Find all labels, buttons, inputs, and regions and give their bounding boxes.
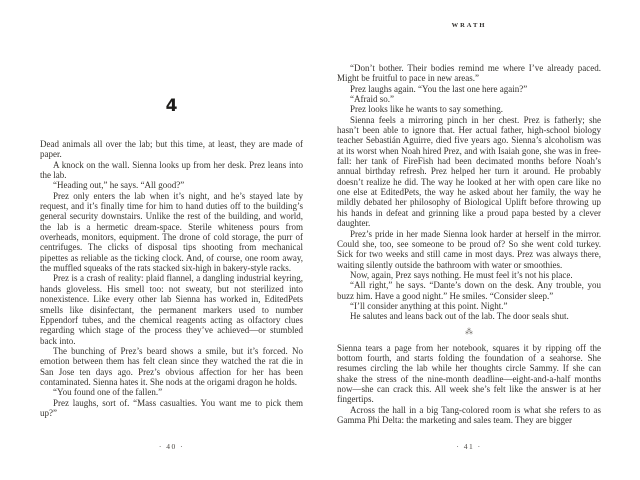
paragraph: Sienna tears a page from her notebook, squares it by ripping off the bottom fourth, and starts folding the foundation of a seahorse. She resumes circling the lab while her thoughts circle Sammy. If she can shake the stress of the nine-month deadline—eight-and-a-half months now—she can crack this. All week she’s felt like the answer is at her fingertips. xyxy=(337,342,601,405)
paragraph: “All right,” he says. “Dante’s down on the desk. Any trouble, you buzz him. Have a good night.” He smiles. “Consider sleep.” xyxy=(337,280,601,301)
chapter-number: 4 xyxy=(165,96,178,116)
paragraph: Prez only enters the lab when it’s night, and he’s stayed late by request, and it’s finally time for him to hand duties off to the building’s general security downstairs. Unlike the rest of the building, and world, the lab is a hermetic dream-space. Sterile whiteness pours from overheads, monitors, equipment. The drone of cold storage, the purr of centrifuges. The clicks of disposal tips shooting from mechanical pipettes as reliable as the ticking clock. And, of course, one room away, the muffled squeaks of the rats stacked six-high in bakery-style racks. xyxy=(40,190,303,274)
paragraph: “Afraid so.” xyxy=(350,94,394,105)
paragraph: Prez laughs again. “You the last one here again?” xyxy=(350,83,528,94)
paragraph: The bunching of Prez’s beard shows a smile, but it’s forced. No emotion between them has felt clean since they watched the rat die in San Jose ten days ago. Prez’s obvious affection for her has been contaminated. Sienna hates it. She nods at the origami dragon he holds. xyxy=(40,345,303,387)
paragraph: Dead animals all over the lab; but this time, at least, they are made of paper. xyxy=(40,139,303,160)
paragraph: He salutes and leans back out of the lab. The door seals shut. xyxy=(350,311,569,322)
left-page-text xyxy=(40,139,303,418)
paragraph: “Heading out,” he says. “All good?” xyxy=(53,180,185,191)
paragraph: Prez looks like he wants to say something. xyxy=(350,104,503,115)
paragraph: “Don’t bother. Their bodies remind me where I’ve already paced. Might be fruitful to pace in new areas.” xyxy=(337,63,601,84)
paragraph: Prez’s pride in her made Sienna look harder at herself in the mirror. Could she, too, see someone to be proud of? So she went cold turkey. Sick for two weeks and still came in most days. Prez was always there, waiting silently outside the bathroom with water or smoothies. xyxy=(337,228,601,270)
paragraph: Prez laughs, sort of. “Mass casualties. You want me to pick them up?” xyxy=(40,397,303,418)
paragraph: Prez is a crash of reality: plaid flannel, a dangling industrial keyring, hands gloveless. His smell too: not sweaty, but not sterilized into nonexistence. Like every other lab Sienna has worked in, EditedPets smells like disinfectant, the permanent markers used to number Eppendorf tubes, and the chemical reagents acting as olfactory clues regarding which stage of the process they’ve achieved—or stumbled back into. xyxy=(40,273,303,346)
page-number-left: · 40 · xyxy=(158,442,185,451)
page-right xyxy=(337,0,601,480)
running-header: WRATH xyxy=(451,22,487,29)
paragraph: “I’ll consider anything at this point. Night.” xyxy=(350,300,508,311)
page-number-right: · 41 · xyxy=(456,442,482,451)
paragraph: “You found one of the fallen.” xyxy=(53,387,163,398)
right-page-text xyxy=(337,63,601,425)
paragraph: Sienna feels a mirroring pinch in her chest. Prez is fatherly; she hasn’t been able to ignore that. Her actual father, high-school biology teacher Sebastián Aguirre, died five years ago. Sienna’s alcoholism was at its worst when Noah hired Prez, and with Isaiah gone, she was in free-fall: her tank of FireFish had been decimated months before Noah’s annual birthday refresh. Prez helped her turn it around. He probably doesn’t realize he did. The way he looked at her with open care like no one else at EditedPets, the way he asked about her family, the way he mildly debated her philosophy of Biological Uplift before throwing up his hands in defeat and grinning like a proud papa bested by a clever daughter. xyxy=(337,114,601,229)
section-break-ornament: ⁂ xyxy=(465,326,473,336)
paragraph: Now, again, Prez says nothing. He must feel it’s not his place. xyxy=(350,269,573,280)
paragraph: Across the hall in a big Tang-colored room is what she refers to as Gamma Phi Delta: the marketing and sales team. They are bigger xyxy=(337,404,601,425)
paragraph: A knock on the wall. Sienna looks up from her desk. Prez leans into the lab. xyxy=(40,159,303,181)
page-left xyxy=(40,0,303,480)
